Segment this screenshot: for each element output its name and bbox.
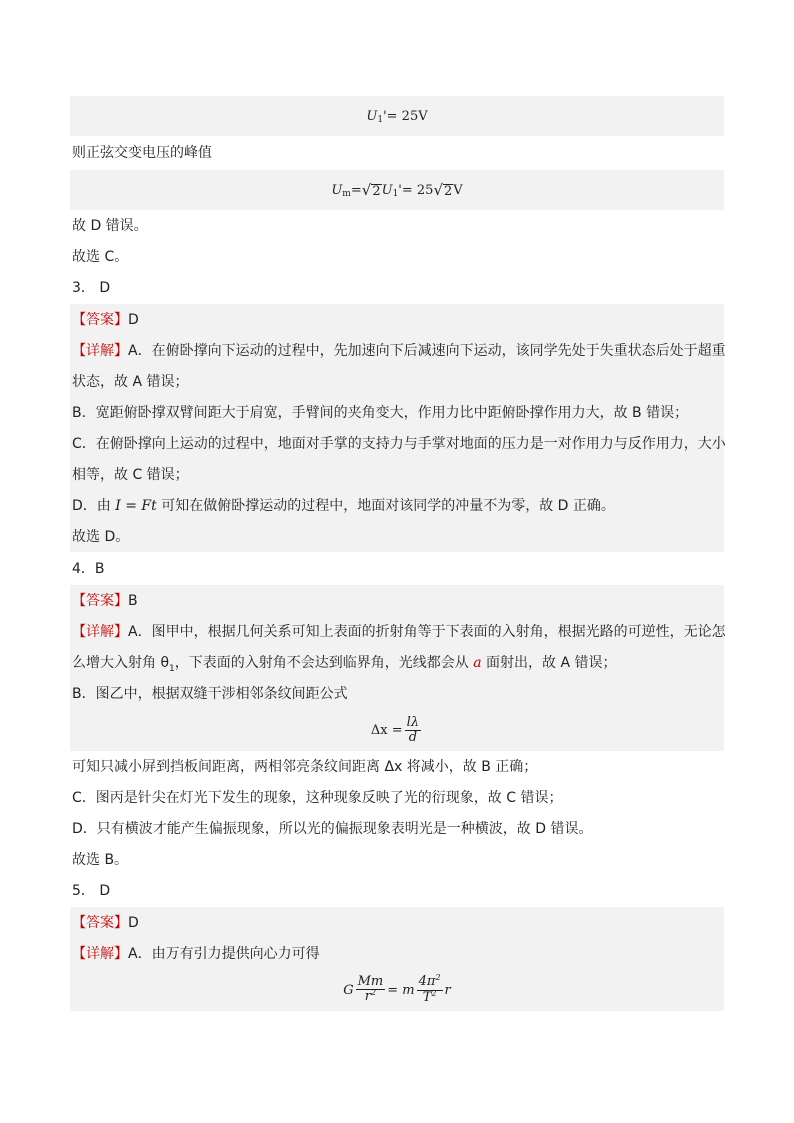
answer-tag: 【答案】: [72, 312, 128, 328]
answer-tag: 【答案】: [72, 915, 128, 931]
formula-u-subscript: 1: [392, 189, 399, 199]
formula-peak-voltage: [70, 170, 724, 210]
formula-unit: V: [453, 182, 463, 198]
sqrt-symbol: √ 2: [433, 180, 453, 199]
sqrt-symbol: √ 2: [361, 180, 381, 199]
formula-mid: '= 25: [398, 182, 434, 198]
question-number: 4．B: [72, 561, 105, 577]
text-line: 故选 C。: [72, 249, 129, 265]
text-line: 相等，故 C 错误；: [72, 467, 189, 483]
text-line: B．图乙中，根据双缝干涉相邻条纹间距公式: [72, 686, 348, 702]
question-number: 3． D: [72, 280, 111, 296]
formula-u1-rhs: '= 25V: [383, 108, 428, 124]
formula-u1-value: [70, 96, 724, 136]
answer-tag: 【答案】: [72, 593, 128, 609]
formula-gravitation: G $\frac{Mm}{r^2}$ = m $\frac{4\pi^2}{T^2}$ r: [343, 972, 451, 1005]
detail-line: 【详解】A．由万有引力提供向心力可得: [72, 946, 320, 962]
question-number: 5． D: [72, 883, 111, 899]
detail-tag: 【详解】: [72, 946, 128, 962]
formula-u-symbol: U: [381, 182, 393, 198]
formula-fraction: $\frac{l\lambda}{d}$: [406, 714, 420, 745]
text-line: 故选 B。: [72, 852, 129, 868]
answer-line: 【答案】B: [72, 593, 138, 609]
text-line: D．只有横波才能产生偏振现象，所以光的偏振现象表明光是一种横波，故 D 错误。: [72, 821, 593, 837]
text-line: 则正弦交变电压的峰值: [72, 145, 212, 161]
formula-dx: Δx =: [370, 722, 403, 738]
text-line: 故 D 错误。: [72, 218, 148, 234]
text-line: C．在俯卧撑向上运动的过程中，地面对手掌的支持力与手掌对地面的压力是一对作用力与反作用力，大小: [72, 436, 726, 452]
text-line: 故选 D。: [72, 529, 130, 545]
formula-fraction: $\frac{Mm}{r^2}$: [357, 974, 384, 1004]
text-line: C．图丙是针尖在灯光下发生的现象，这种现象反映了光的衍现象，故 C 错误；: [72, 790, 563, 806]
detail-line: 【详解】A．图甲中，根据几何关系可知上表面的折射角等于下表面的入射角，根据光路的可逆性，无论怎: [72, 624, 726, 640]
impulse-formula: I = Ft: [115, 498, 157, 514]
formula-u1-symbol: U: [366, 108, 378, 124]
text-line: B．宽距俯卧撑双臂间距大于肩宽，手臂间的夹角变大，作用力比中距俯卧撑作用力大，故 B 错误；: [72, 405, 689, 421]
text-line: 可知只减小屏到挡板间距离，两相邻亮条纹间距离 Δx 将减小，故 B 正确；: [72, 759, 538, 775]
text-line: 状态，故 A 错误；: [72, 374, 189, 390]
formula-fraction: $\frac{4\pi^2}{T^2}$: [418, 972, 441, 1005]
formula-equals: =: [350, 182, 362, 198]
answer-line: 【答案】D: [72, 312, 139, 328]
text-line: D．由 I = Ft 可知在做俯卧撑运动的过程中，地面对该同学的冲量不为零，故 D 正确。: [72, 498, 615, 514]
answer-line: 【答案】D: [72, 915, 139, 931]
formula-fringe-spacing: [70, 710, 724, 750]
text-line: 么增大入射角 $\theta_1$，下表面的入射角不会达到临界角，光线都会从 a 面射出，故 A 错误；: [72, 655, 617, 674]
formula-u1-subscript: 1: [377, 115, 384, 125]
detail-tag: 【详解】: [72, 343, 128, 359]
formula-um-subscript: m: [342, 189, 351, 199]
formula-um-symbol: U: [331, 182, 343, 198]
detail-line: 【详解】A．在俯卧撑向下运动的过程中，先加速向下后减速向下运动，该同学先处于失重状态后处于超重: [72, 343, 726, 359]
surface-a-label: a: [473, 655, 482, 671]
detail-tag: 【详解】: [72, 624, 128, 640]
